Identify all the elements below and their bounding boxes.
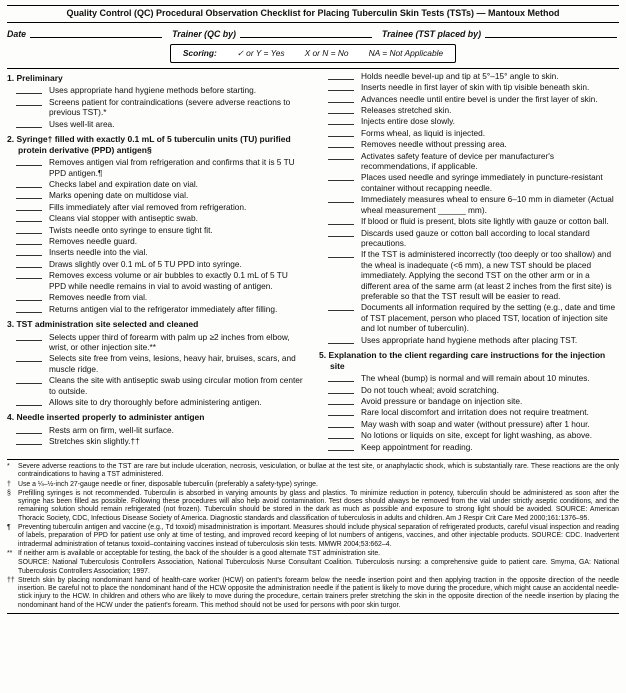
score-blank[interactable] (328, 385, 354, 394)
score-blank[interactable] (328, 442, 354, 451)
checklist-item (16, 332, 307, 353)
score-blank[interactable] (328, 71, 354, 80)
scoring-row (7, 44, 619, 62)
checklist-item (16, 247, 307, 257)
section-heading: 1. Preliminary (7, 72, 63, 83)
score-blank[interactable] (16, 179, 42, 188)
item-text: Holds needle bevel-up and tip at 5°–15° angle to skin. (361, 70, 559, 81)
checklist-item (328, 151, 619, 172)
checklist-item (328, 396, 619, 406)
scoring-option-na: NA = Not Applicable (368, 48, 444, 59)
score-blank[interactable] (16, 213, 42, 222)
item-text: Documents all information required by the setting (e.g., date and time of TST placement, person who placed TST, location of injection site and lot number of tuberculin). (361, 302, 616, 334)
checklist-item (16, 353, 307, 374)
score-blank[interactable] (16, 259, 42, 268)
score-blank[interactable] (16, 425, 42, 434)
score-blank[interactable] (16, 202, 42, 211)
checklist-item (16, 270, 307, 291)
item-text: Activates safety feature of device per manufacturer's recommendations, if applicable. (361, 150, 554, 172)
score-blank[interactable] (328, 128, 354, 137)
score-blank[interactable] (328, 407, 354, 416)
score-blank[interactable] (328, 172, 354, 181)
checklist-columns (7, 71, 619, 453)
item-text: Uses appropriate hand hygiene methods after placing TST. (361, 334, 578, 345)
checklist-item (328, 302, 619, 333)
title-divider (7, 22, 619, 23)
checklist-item (328, 139, 619, 149)
checklist-item (16, 97, 307, 118)
checklist-item (16, 236, 307, 246)
score-blank[interactable] (16, 353, 42, 362)
score-blank[interactable] (328, 419, 354, 428)
section-heading: 3. TST administration site selected and cleaned (7, 318, 199, 329)
checklist-item (328, 335, 619, 345)
footnote-marker: †† (7, 576, 15, 584)
scoring-box (170, 44, 456, 62)
checklist-column-left (7, 71, 307, 453)
checklist-item (328, 249, 619, 301)
trainer-label: Trainer (QC by) (172, 29, 236, 39)
checklist-item (328, 94, 619, 104)
item-text: Avoid pressure or bandage on injection site. (361, 395, 523, 406)
score-blank[interactable] (328, 216, 354, 225)
footnote-marker: ** (7, 549, 13, 557)
score-blank[interactable] (328, 82, 354, 91)
footnote-marker: * (7, 463, 10, 470)
score-blank[interactable] (16, 270, 42, 279)
footnote (7, 463, 619, 480)
item-text: Screens patient for contraindications (severe adverse reactions to previous TST).* (49, 96, 291, 118)
footnote-marker: † (7, 480, 11, 488)
item-text: Draws slightly over 0.1 mL of 5 TU PPD into syringe. (49, 258, 242, 269)
footnote (7, 481, 619, 489)
checklist-item (328, 105, 619, 115)
footnote-text: Stretch skin by placing nondominant hand of health-care worker (HCW) on patient's forearm below the needle insertion point and then applying traction in the opposite direction of the needle insertion. Be careful not to place the nondominant hand of the HCW opposite the administration needle if the patient is likely to move during the procedure, which might cause an accidental needle-stick injury to the HCW. In children and others who are likely to move during the procedure, certain trainers prefer stretching the skin in the opposite direction of the needle insertion by placing the nondominant hand of the HCW under the patient's forearm. This method should not be used for persons with poor skin turgor. (18, 576, 619, 609)
item-text: Advances needle until entire bevel is under the first layer of skin. (361, 93, 598, 104)
item-text: Cleans the site with antiseptic swab using circular motion from center to outside. (49, 375, 303, 396)
section-heading: 2. Syringe† filled with exactly 0.1 mL of 5 tuberculin units (TU) purified protein derivative (PPD) antigen§ (7, 134, 291, 155)
section-heading: 5. Explanation to the client regarding care instructions for the injection site (319, 349, 606, 371)
checklist-item (16, 397, 307, 407)
section-heading: 4. Needle inserted properly to administer antigen (7, 412, 205, 423)
item-text: Immediately measures wheal to ensure 6–10 mm in diameter (Actual wheal measurement ______ mm). (361, 194, 614, 215)
checklist-item (16, 157, 307, 178)
checklist-item (328, 194, 619, 215)
checklist-item (328, 373, 619, 383)
footnote (7, 550, 619, 558)
item-text: Cleans vial stopper with antiseptic swab. (49, 213, 198, 224)
score-blank[interactable] (328, 396, 354, 405)
date-label: Date (7, 29, 27, 39)
item-text: Checks label and expiration date on vial. (49, 179, 198, 190)
score-blank[interactable] (328, 116, 354, 125)
trainee-label: Trainee (TST placed by) (381, 29, 481, 39)
checklist-item (328, 71, 619, 81)
checklist-item (328, 172, 619, 193)
item-text: Stretches skin slightly.†† (49, 436, 140, 447)
score-blank[interactable] (328, 249, 354, 258)
checklist-item (16, 292, 307, 302)
item-text: Allows site to dry thoroughly before administering antigen. (49, 396, 262, 407)
checklist-section (7, 134, 307, 314)
bottom-divider (7, 613, 619, 614)
item-text: Uses appropriate hand hygiene methods before starting. (49, 85, 257, 96)
score-blank[interactable] (16, 247, 42, 256)
score-blank[interactable] (328, 302, 354, 311)
score-blank[interactable] (16, 85, 42, 94)
trainer-field[interactable] (240, 29, 372, 38)
item-text: Returns antigen vial to the refrigerator immediately after filling. (49, 303, 278, 314)
checklist-item (16, 436, 307, 446)
date-field[interactable] (30, 29, 162, 38)
score-blank[interactable] (16, 97, 42, 106)
score-blank[interactable] (328, 373, 354, 382)
footnote-marker: § (7, 489, 11, 497)
checklist-item (328, 82, 619, 92)
item-text: No lotions or liquids on site, except for light washing, as above. (361, 430, 593, 441)
item-text: Fills immediately after vial removed from refrigeration. (49, 201, 247, 212)
item-text: Keep appointment for reading. (361, 441, 473, 452)
checklist-item (328, 128, 619, 138)
item-text: Removes antigen vial from refrigeration and confirms that it is 5 TU PPD antigen.¶ (49, 157, 295, 178)
item-text: Releases stretched skin. (361, 105, 452, 116)
item-text: Discards used gauze or cotton ball according to local standard precautions. (361, 227, 590, 248)
item-text: The wheal (bump) is normal and will remain about 10 minutes. (361, 373, 590, 384)
checklist-item (16, 213, 307, 223)
score-blank[interactable] (328, 94, 354, 103)
item-text: Selects upper third of forearm with palm up ≥2 inches from elbow, wrist, or other injection site.** (49, 331, 290, 352)
score-blank[interactable] (16, 236, 42, 245)
score-blank[interactable] (328, 151, 354, 160)
item-text: Places used needle and syringe immediately in puncture-resistant container without recapping needle. (361, 172, 603, 193)
footnote-text: Prefilling syringes is not recommended. Tuberculin is absorbed in varying amounts by glass and plastics. To minimize reduction in potency, tuberculin should be administered as soon after the syringe has been filled as possible. Following these procedures will also help avoid contamination. Test doses should always be removed from the vial under strictly aseptic conditions, and the remaining solution should remain refrigerated (not frozen). Tuberculin should be stored in the dark as much as possible and exposure to strong light should be avoided. SOURCE: American Thoracic Society, CDC, Infectious Disease Society of America. Diagnostic standards and classification of tuberculosis in adults and children. Am J Respir Crit Care Med 2000;161:1376–95. (18, 489, 619, 522)
checklist-item (328, 116, 619, 126)
footnote-marker: ¶ (7, 524, 11, 532)
header-fields (7, 29, 619, 40)
item-text: Removes needle guard. (49, 236, 138, 247)
score-blank[interactable] (16, 304, 42, 313)
footnote-text: If neither arm is available or acceptable for testing, the back of the shoulder is a good alternate TST administration site. (18, 549, 381, 557)
checklist-section (7, 412, 307, 446)
checklist-section (319, 350, 619, 452)
item-text: Selects site free from veins, lesions, heavy hair, bruises, scars, and muscle ridge. (49, 353, 296, 374)
checklist-item (328, 228, 619, 249)
item-text: Removes needle from vial. (49, 292, 148, 303)
score-blank[interactable] (16, 397, 42, 406)
checklist-item (16, 375, 307, 396)
score-blank[interactable] (328, 430, 354, 439)
footnote-text: Use a ¼–½-inch 27-gauge needle or finer, disposable tuberculin (preferably a safety-type) syringe. (18, 480, 318, 488)
score-blank[interactable] (16, 157, 42, 166)
checklist-section (319, 71, 619, 345)
item-text: Removes needle without pressing area. (361, 139, 507, 150)
scoring-option-no: X or N = No (304, 48, 349, 59)
checklist-item (328, 442, 619, 452)
checklist-section (7, 319, 307, 407)
checklist-item (328, 419, 619, 429)
checklist-item (328, 216, 619, 226)
score-blank[interactable] (16, 225, 42, 234)
item-text: Rests arm on firm, well-lit surface. (49, 424, 174, 435)
page-title: Quality Control (QC) Procedural Observation Checklist for Placing Tuberculin Skin Tests (TSTs) — Mantoux Method (66, 8, 560, 18)
item-text: Inserts needle into the vial. (49, 247, 148, 258)
footnotes (7, 459, 619, 610)
footnote-text: SOURCE: National Tuberculosis Controllers Association, National Tuberculosis Nurse Consultant Coalition. Tuberculosis nursing: a comprehensive guide to patient care. Smyrna, GA: National Tuberculosis Controllers Association; 1997. (18, 559, 619, 575)
footnote-marker (7, 559, 18, 576)
scoring-divider (7, 68, 619, 69)
item-text: If blood or fluid is present, blots site lightly with gauze or cotton ball. (361, 216, 609, 227)
score-blank[interactable] (328, 335, 354, 344)
score-blank[interactable] (328, 194, 354, 203)
score-blank[interactable] (16, 292, 42, 301)
item-text: Removes excess volume or air bubbles to exactly 0.1 mL of 5 TU PPD while needle remains in vial to avoid wasting of antigen. (49, 270, 288, 291)
checklist-item (16, 425, 307, 435)
item-text: Do not touch wheal; avoid scratching. (361, 384, 499, 395)
item-text: Rare local discomfort and irritation does not require treatment. (361, 407, 589, 418)
score-blank[interactable] (16, 190, 42, 199)
footnote-text: Preventing tuberculin antigen and vaccine (e.g., Td toxoid) misadministration is important. Measures should include physical separation of refrigerated products, careful visual inspection and reading of labels, preparation of PPD for patient use only at time of testing, and improved record keeping of lot numbers of antigens, vaccines, and other injectable products. SOURCE: CDC. Inadvertent intradermal administration of tetanus toxoid–containing vaccines instead of tuberculosis skin tests. MMWR 2004;53:662–4. (18, 524, 619, 548)
score-blank[interactable] (16, 119, 42, 128)
score-blank[interactable] (16, 375, 42, 384)
checklist-item (328, 430, 619, 440)
item-text: Marks opening date on multidose vial. (49, 190, 189, 201)
trainee-field[interactable] (485, 29, 617, 38)
scoring-label: Scoring: (182, 48, 217, 59)
checklist-column-right (319, 71, 619, 453)
item-text: Inserts needle in first layer of skin with tip visible beneath skin. (361, 82, 590, 93)
checklist-item (16, 202, 307, 212)
checklist-item (16, 225, 307, 235)
item-text: May wash with soap and water (without pressure) after 1 hour. (361, 418, 590, 429)
checklist-item (16, 190, 307, 200)
footnote (7, 524, 619, 549)
footnote (7, 559, 619, 576)
checklist-item (328, 407, 619, 417)
item-text: Twists needle onto syringe to ensure tight fit. (49, 224, 213, 235)
score-blank[interactable] (16, 436, 42, 445)
item-text: Forms wheal, as liquid is injected. (361, 127, 486, 138)
score-blank[interactable] (328, 105, 354, 114)
score-blank[interactable] (328, 228, 354, 237)
score-blank[interactable] (16, 332, 42, 341)
score-blank[interactable] (328, 139, 354, 148)
item-text: If the TST is administered incorrectly (too deeply or too shallow) and the wheal is inadequate (<6 mm), a new TST should be placed immediately. Applying the second TST on the other arm or in a different area of the same arm (at least 2 inches from the first site) is preferable so that the TST result will be easier to read. (361, 249, 612, 301)
item-text: Injects entire dose slowly. (361, 116, 455, 127)
checklist-item (328, 385, 619, 395)
footnote (7, 490, 619, 523)
checklist-item (16, 259, 307, 269)
checklist-item (16, 119, 307, 129)
footnote-text: Severe adverse reactions to the TST are rare but include ulceration, necrosis, vesiculation, or bullae at the test site, or anaphylactic shock, which is substantially rare. These reactions are the only contraindications to having a TST administered. (18, 463, 619, 479)
checklist-item (16, 179, 307, 189)
scoring-option-yes: ✓ or Y = Yes (236, 48, 285, 59)
checklist-section (7, 73, 307, 129)
checklist-item (16, 304, 307, 314)
item-text: Uses well-lit area. (49, 118, 115, 129)
footnote (7, 577, 619, 610)
checklist-item (16, 85, 307, 95)
